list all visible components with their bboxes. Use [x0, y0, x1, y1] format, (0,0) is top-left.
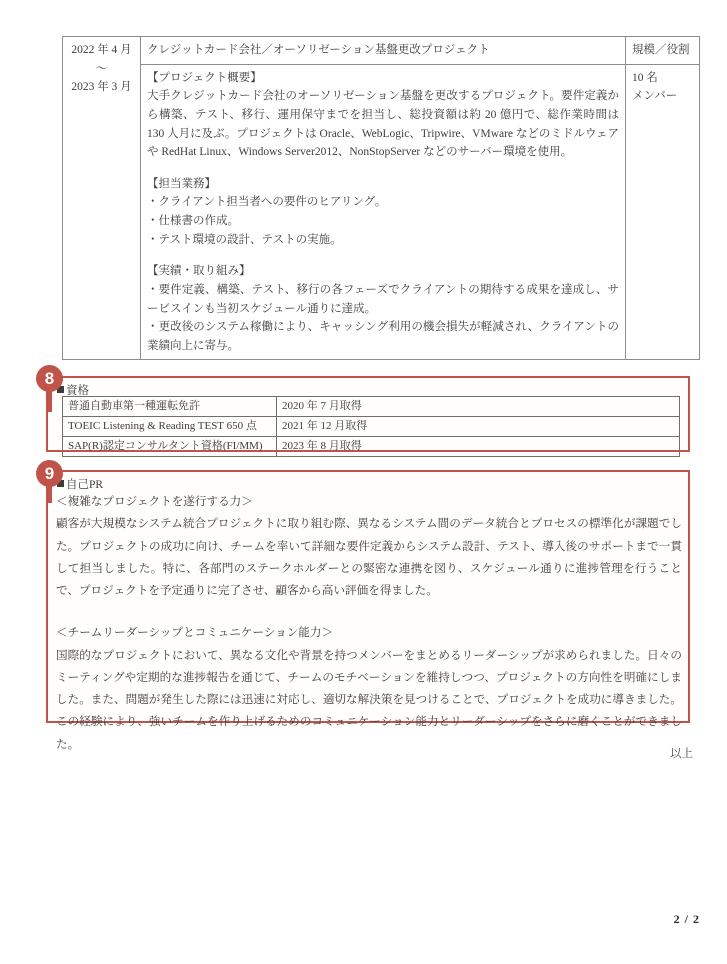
pr-block-2-body: 国際的なプロジェクトにおいて、異なる文化や背景を持つメンバーをまとめるリーダーシップが求められました。日々のミーティングや定期的な進捗報告を通じて、チームのモチベーションを維持しつつ、プロジェクトの方向性を明確にしました。また、問題が発生した際には迅速に対応し、適切な解決策を見つけることで、プロジェクトを成功に導きました。この経験により、強いチームを作り上げるためのコミュニケーション能力とリーダーシップをさらに磨くことができました。 — [56, 648, 682, 751]
table-row — [63, 437, 680, 457]
spacer — [147, 162, 619, 175]
duties-item: ・テスト環境の設計、テストの実施。 — [147, 233, 342, 246]
spacer — [56, 602, 682, 622]
qualification-name: 普通自動車第一種運転免許 — [63, 397, 277, 417]
qualification-name: SAP(R)認定コンサルタント資格(FI/MM) — [63, 437, 277, 457]
pr-block-1-body: 顧客が大規模なシステム統合プロジェクトに取り組む際、異なるシステム間のデータ統合とプロセスの標準化が課題でした。プロジェクトの成功に向け、チームを率いて詳細な要件定義からシステム設計、テスト、導入後のサポートまで一貫して担当しました。特に、各部門のステークホルダーとの緊密な連携を図り、スケジュール通りに進捗管理を行うことで、プロジェクトを予定通りに完了させ、顧客から高い評価を得ました。 — [56, 517, 682, 597]
scale-header-cell: 規模／役割 — [626, 37, 700, 65]
qualifications-table — [62, 396, 680, 457]
annotation-badge-9: 9 — [36, 460, 63, 487]
pr-block-1-title: ＜複雑なプロジェクトを遂行する力＞ — [56, 495, 253, 508]
self-pr-body — [56, 491, 682, 756]
qualification-date: 2020 年 7 月取得 — [277, 397, 680, 417]
duties-item: ・仕様書の作成。 — [147, 215, 239, 227]
results-item: ・要件定義、構築、テスト、移行の各フェーズでクライアントの期待する成果を達成し、サービスインも当初スケジュール通りに達成。 — [147, 283, 619, 315]
table-row — [63, 397, 680, 417]
qualification-date: 2023 年 8 月取得 — [277, 437, 680, 457]
career-history-table — [62, 36, 700, 360]
table-row — [63, 417, 680, 437]
section-9-heading-label: 自己PR — [66, 479, 104, 491]
period-start: 2022 年 4 月 — [71, 44, 132, 56]
table-row — [63, 37, 700, 65]
duties-item: ・クライアント担当者への要件のヒアリング。 — [147, 196, 387, 209]
scale-value-cell — [626, 64, 700, 360]
qualification-date: 2021 年 12 月取得 — [277, 417, 680, 437]
closing-text: 以上 — [670, 748, 693, 760]
section-9-heading — [57, 476, 103, 492]
overview-heading: 【プロジェクト概要】 — [147, 71, 262, 84]
results-item: ・更改後のシステム稼働により、キャッシング利用の機会損失が軽減され、クライアントの業績向上に寄与。 — [147, 321, 619, 352]
results-heading: 【実績・取り組み】 — [147, 265, 251, 278]
period-end: 2023 年 3 月 — [71, 81, 132, 94]
duties-heading: 【担当業務】 — [147, 177, 216, 190]
spacer — [147, 249, 619, 262]
period-tilde: 〜 — [95, 62, 108, 75]
overview-body: 大手クレジットカード会社のオーソリゼーション基盤を更改するプロジェクト。要件定義から構築、テスト、移行、運用保守までを担当し、総投資額は約 20 億円で、総作業時間は 130 人月に及ぶ。プロジェクトは Oracle、WebLogic、Tripwire、VMware などのミドルウェアや RedHat Linux、Windows Server2012、NonStopServer などのサーバー環境を使用。 — [147, 90, 619, 159]
project-detail-cell — [141, 64, 626, 360]
period-cell — [63, 37, 141, 360]
pr-block-2-title: ＜チームリーダーシップとコミュニケーション能力＞ — [56, 626, 334, 640]
table-row — [63, 64, 700, 360]
qualification-name: TOEIC Listening & Reading TEST 650 点 — [63, 417, 277, 437]
annotation-badge-8: 8 — [36, 365, 63, 392]
section-8-heading-label: 資格 — [66, 385, 89, 397]
page-number: 2 / 2 — [673, 912, 700, 926]
scale-role: メンバー — [632, 90, 678, 103]
scale-size: 10 名 — [632, 71, 658, 84]
project-title-cell: クレジットカード会社／オーソリゼーション基盤更改プロジェクト — [141, 37, 626, 65]
